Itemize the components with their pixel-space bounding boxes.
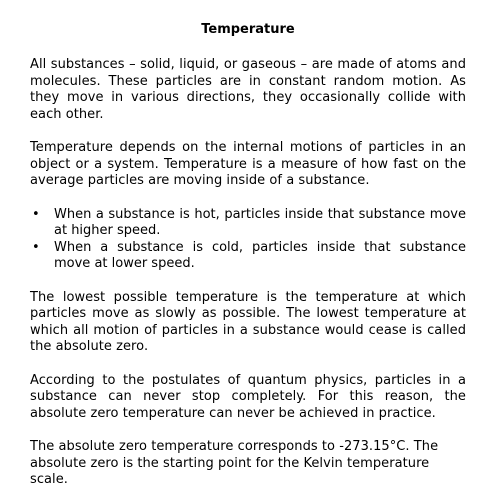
paragraph-temperature-definition: Temperature depends on the internal motions of particles in an object or a system. Temperature is a measure of how fast on the average particles are moving inside of a substance. xyxy=(30,140,466,188)
list-item xyxy=(30,207,466,240)
bullet-text-cold: When a substance is cold, particles inside that substance move at lower speed. xyxy=(54,239,466,271)
list-item xyxy=(30,240,466,273)
bullet-icon: • xyxy=(32,206,40,222)
paragraph-atoms-molecules: All substances – solid, liquid, or gaseous – are made of atoms and molecules. These particles are in constant random motion. As they move in various directions, they occasionally collide with each other. xyxy=(30,57,466,122)
paragraph-absolute-zero-kelvin: The absolute zero temperature corresponds to -273.15°C. The absolute zero is the starting point for the Kelvin temperature scale. xyxy=(30,439,439,487)
document-title: Temperature xyxy=(201,22,295,37)
paragraph-lowest-temperature: The lowest possible temperature is the temperature at which particles move as slowly as possible. The lowest temperature at which all motion of particles in a substance would cease is called the absolute zero. xyxy=(30,289,466,354)
bullet-text-hot: When a substance is hot, particles inside that substance move at higher speed. xyxy=(54,206,466,238)
bullet-list xyxy=(30,207,466,273)
bullet-icon: • xyxy=(32,239,40,255)
paragraph-quantum-physics: According to the postulates of quantum physics, particles in a substance can never stop completely. For this reason, the absolute zero temperature can never be achieved in practice. xyxy=(30,372,466,421)
